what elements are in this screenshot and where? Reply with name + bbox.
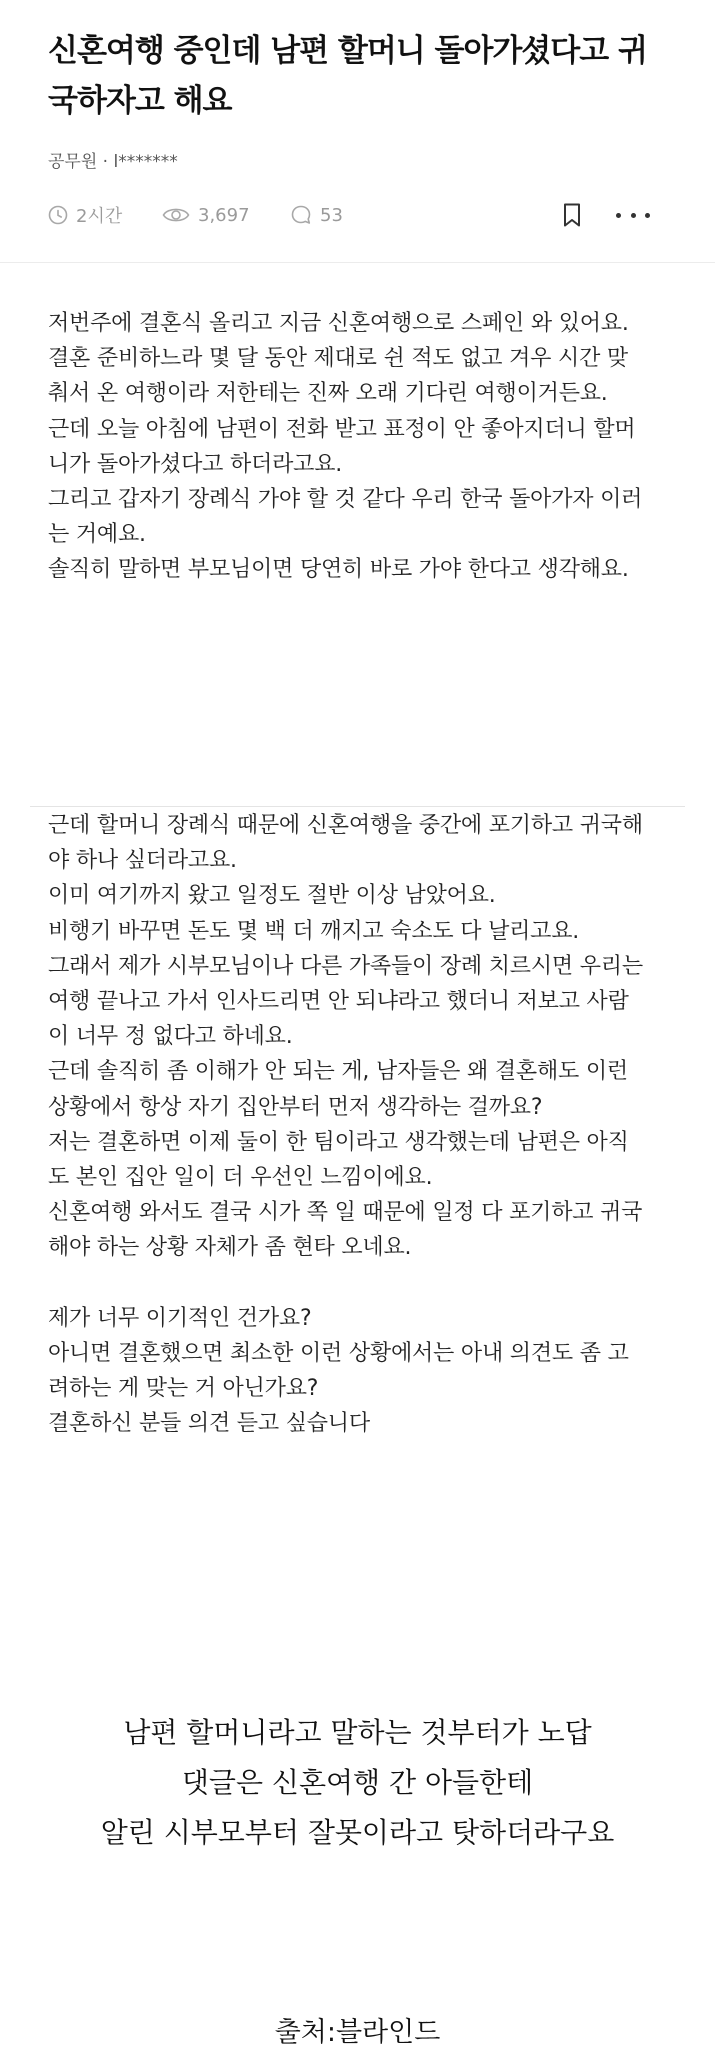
view-count: 3,697 [198, 204, 250, 226]
caption-block [0, 1708, 715, 1858]
more-options-icon[interactable] [616, 201, 650, 229]
body-paragraph: 신혼여행 와서도 결국 시가 쪽 일 때문에 일정 다 포기하고 귀국해야 하는 상황 자체가 좀 현타 오네요. [48, 1200, 643, 1261]
body-paragraph: 이미 여기까지 왔고 일정도 절반 이상 남았어요. [48, 883, 496, 909]
time-stat [48, 198, 122, 232]
source-credit: 출처:블라인드 [274, 2017, 441, 2048]
comment-icon [290, 204, 312, 226]
body-paragraph: 결혼하신 분들 의견 듣고 싶습니다 [48, 1411, 370, 1437]
body-paragraph: 아니면 결혼했으면 최소한 이런 상황에서는 아내 의견도 좀 고려하는 게 맞는 거 아닌가요? [48, 1340, 629, 1402]
body-paragraph: 제가 너무 이기적인 건가요? [48, 1305, 312, 1331]
caption-line: 남편 할머니라고 말하는 것부터가 노답 [123, 1716, 592, 1749]
header-divider [0, 262, 715, 263]
body-paragraph: 저번주에 결혼식 올리고 지금 신혼여행으로 스페인 와 있어요. [48, 311, 629, 336]
paragraph-gap [48, 1266, 648, 1301]
body-paragraph: 그리고 갑자기 장례식 가야 할 것 같다 우리 한국 돌아가자 이러는 거예요. [48, 487, 643, 548]
body-paragraph: 근데 솔직히 좀 이해가 안 되는 게, 남자들은 왜 결혼해도 이런 상황에서 항상 자기 집안부터 먼저 생각하는 걸까요? [48, 1059, 628, 1120]
body-paragraph: 저는 결혼하면 이제 둘이 한 팀이라고 생각했는데 남편은 아직도 본인 집안 일이 더 우선인 느낌이에요. [48, 1129, 629, 1191]
eye-icon [162, 205, 190, 225]
post-author[interactable]: 공무원 · l******* [48, 152, 178, 172]
post-title: 신혼여행 중인데 남편 할머니 돌아가셨다고 귀국하자고 해요 [48, 33, 647, 119]
screenshot-seam-divider [30, 806, 685, 807]
clock-icon [48, 205, 68, 225]
comments-stat[interactable] [290, 198, 343, 232]
body-paragraph: 그래서 제가 시부모님이나 다른 가족들이 장례 치르시면 우리는 여행 끝나고 가서 인사드리면 안 되냐라고 했더니 저보고 사람이 너무 정 없다고 하네요. [48, 953, 643, 1050]
body-paragraph: 근데 오늘 아침에 남편이 전화 받고 표정이 안 좋아지더니 할머니가 돌아가셨다고 하더라고요. [48, 416, 636, 477]
body-paragraph: 솔직히 말하면 부모님이면 당연히 바로 가야 한다고 생각해요. [48, 557, 629, 583]
body-paragraph: 비행기 바꾸면 돈도 몇 백 더 깨지고 숙소도 다 날리고요. [48, 918, 580, 944]
post-meta [48, 198, 648, 232]
body-paragraph: 근데 할머니 장례식 때문에 신혼여행을 중간에 포기하고 귀국해야 하나 싶더라고요. [48, 813, 643, 874]
caption-line: 댓글은 신혼여행 간 아들한테 [181, 1766, 534, 1799]
caption-line: 알린 시부모부터 잘못이라고 탓하더라구요 [100, 1816, 615, 1849]
body-paragraph: 결혼 준비하느라 몇 달 동안 제대로 쉰 적도 없고 겨우 시간 맞춰서 온 여행이라 저한테는 진짜 오래 기다린 여행이거든요. [48, 346, 628, 407]
comment-count: 53 [320, 204, 343, 226]
post-time: 2시간 [76, 206, 123, 227]
bookmark-icon[interactable] [558, 201, 586, 229]
post-body-part-2 [48, 808, 648, 1441]
views-stat [162, 198, 250, 232]
post-body-part-1 [48, 306, 648, 588]
